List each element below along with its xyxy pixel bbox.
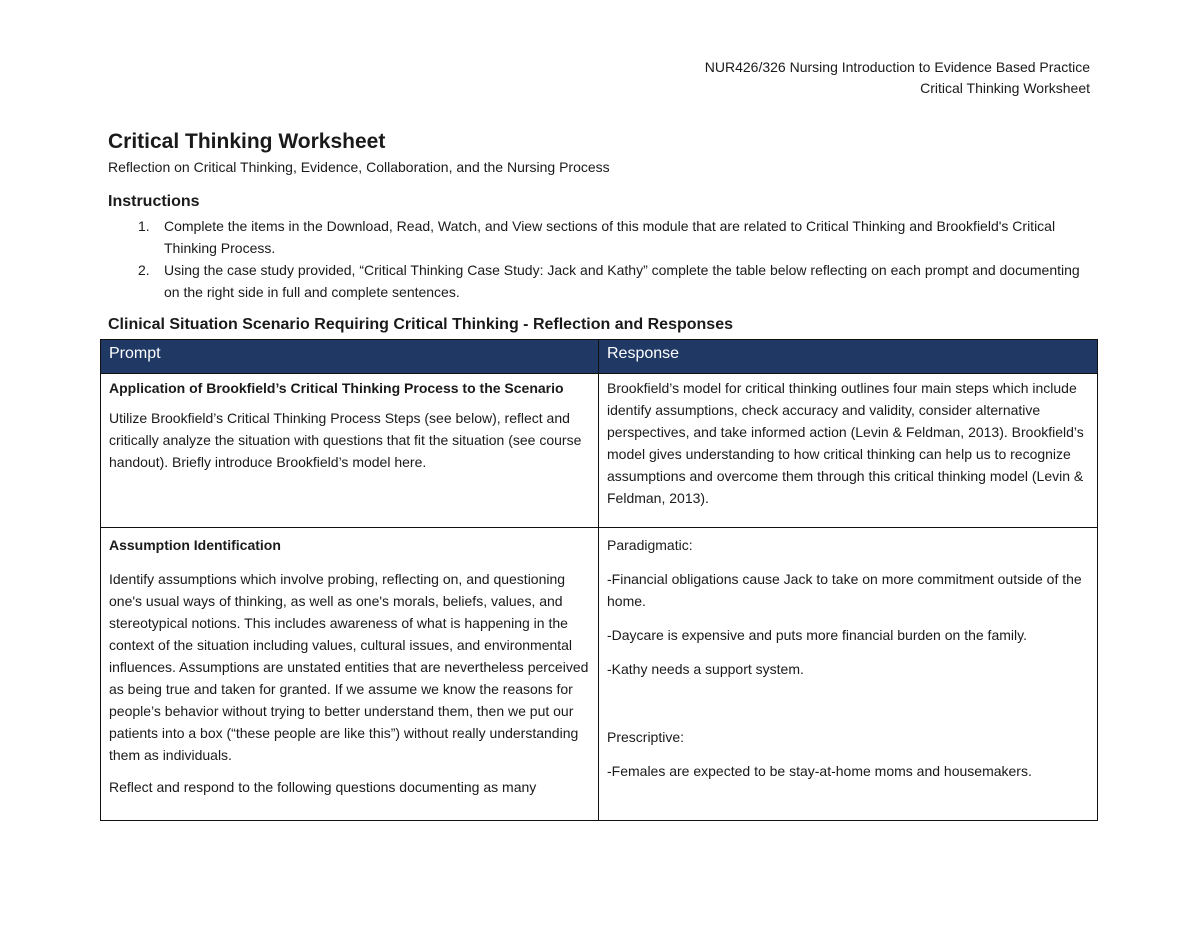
instruction-item xyxy=(108,215,1098,259)
table-row xyxy=(101,528,1098,821)
prompt-title: Application of Brookfield’s Critical Thinking Process to the Scenario xyxy=(109,380,564,396)
instruction-number: 1. xyxy=(138,218,150,234)
response-text[interactable]: Brookfield’s model for critical thinking outlines four main steps which include identify assumptions, check accuracy and validity, consider alternative perspectives, and take informed action (Levin & Feldman, 2013). Brookfield’s model gives understanding to how critical thinking can help us to recognize assumptions and overcome them through this critical thinking model (Levin & Feldman, 2013). xyxy=(607,380,1084,506)
prompt-cell xyxy=(101,528,599,821)
response-cell[interactable] xyxy=(599,374,1098,528)
response-item[interactable]: -Females are expected to be stay-at-home moms and housemakers. xyxy=(607,763,1032,779)
prompt-text-continued: Reflect and respond to the following questions documenting as many xyxy=(109,779,537,795)
prompt-title: Assumption Identification xyxy=(109,537,281,553)
prompt-column-header: Prompt xyxy=(101,340,599,374)
table-row xyxy=(101,374,1098,528)
response-column-header: Response xyxy=(599,340,1098,374)
table-header-row xyxy=(101,340,1098,374)
table-caption: Clinical Situation Scenario Requiring Critical Thinking - Reflection and Responses xyxy=(108,316,733,333)
instruction-text: Complete the items in the Download, Read, Watch, and View sections of this module that are related to Critical Thinking and Brookfield's Critical Thinking Process. xyxy=(164,218,1056,256)
worksheet-table xyxy=(100,339,1098,821)
instructions-heading: Instructions xyxy=(108,193,200,210)
response-item[interactable]: -Financial obligations cause Jack to take on more commitment outside of the home. xyxy=(607,571,1082,609)
instruction-number: 2. xyxy=(138,262,150,278)
response-heading-paradigmatic[interactable]: Paradigmatic: xyxy=(607,537,693,553)
response-item[interactable]: -Daycare is expensive and puts more financial burden on the family. xyxy=(607,627,1027,643)
document-name: Critical Thinking Worksheet xyxy=(920,80,1090,96)
instructions-list xyxy=(108,215,1098,303)
response-cell[interactable] xyxy=(599,528,1098,821)
prompt-cell xyxy=(101,374,599,528)
response-item[interactable]: -Kathy needs a support system. xyxy=(607,661,804,677)
running-header xyxy=(705,57,1090,99)
page-title: Critical Thinking Worksheet xyxy=(108,130,386,153)
instruction-text: Using the case study provided, “Critical Thinking Case Study: Jack and Kathy” complete the table below reflecting on each prompt and documenting on the right side in full and complete sentences. xyxy=(164,262,1080,300)
instruction-item xyxy=(108,259,1098,303)
prompt-text: Identify assumptions which involve probing, reflecting on, and questioning one's usual ways of thinking, as well as one's morals, beliefs, values, and stereotypical notions. This includes awareness of what is happening in the context of the situation including values, cultural issues, and environmental influences. Assumptions are unstated entities that are nevertheless perceived as being true and taken for granted. If we assume we know the reasons for people’s behavior without trying to better understand them, then we put our patients into a box (“these people are like this”) without really understanding them as individuals. xyxy=(109,571,589,763)
response-heading-prescriptive[interactable]: Prescriptive: xyxy=(607,729,685,745)
page-subtitle: Reflection on Critical Thinking, Evidence, Collaboration, and the Nursing Process xyxy=(108,159,610,175)
prompt-text: Utilize Brookfield’s Critical Thinking Process Steps (see below), reflect and critically analyze the situation with questions that fit the situation (see course handout). Briefly introduce Brookfield’s model here. xyxy=(109,410,582,470)
course-title: NUR426/326 Nursing Introduction to Evidence Based Practice xyxy=(704,59,1090,75)
